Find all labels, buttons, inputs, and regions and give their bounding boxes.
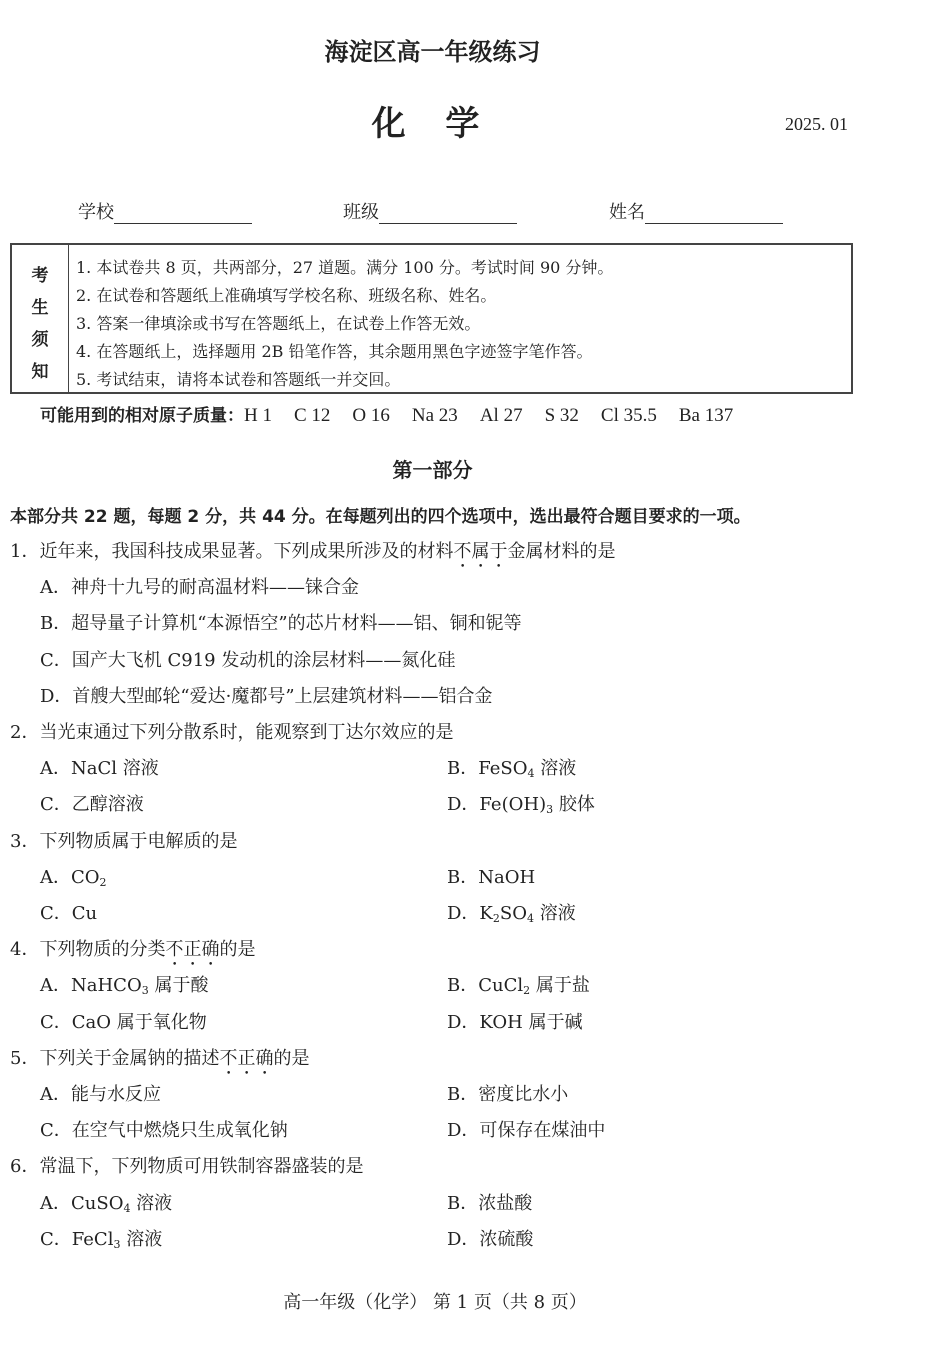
text-segment: 溶液 (120, 1228, 163, 1250)
text-segment: C．Cu (40, 903, 98, 924)
atomic-masses (40, 401, 733, 427)
class-blank (379, 205, 517, 224)
subscript: 2 (492, 912, 500, 925)
text-segment: B．超导量子计算机“本源悟空”的芯片材料——铝、铜和铌等 (40, 613, 522, 635)
answer-option (40, 573, 359, 599)
text-segment: C．FeCl (40, 1228, 114, 1250)
answer-option (447, 1189, 532, 1215)
name-label: 姓名 (609, 202, 645, 223)
text-segment: A．CO (40, 866, 100, 888)
page-footer: 高一年级（化学） 第 1 页（共 8 页） (283, 1292, 587, 1313)
text-segment: D．首艘大型邮轮“爱达·魔都号”上层建筑材料——铝合金 (40, 685, 493, 707)
answer-option (40, 863, 107, 889)
school-field (78, 198, 252, 224)
answer-option (40, 754, 159, 780)
text-segment: 属于酸 (148, 975, 209, 997)
text-segment: 的是 (273, 1047, 310, 1069)
subscript: 3 (113, 1237, 121, 1251)
answer-option (40, 790, 144, 816)
text-segment: 溶液 (534, 758, 577, 780)
text-segment: 金属材料的是 (507, 541, 616, 562)
notice-item: 5. 考试结束，请将本试卷和答题纸一并交回。 (76, 370, 401, 389)
subscript: 3 (141, 984, 149, 998)
atomic-mass: C 12 (293, 405, 331, 426)
school-label: 学校 (78, 202, 114, 223)
atomic-mass: H 1 (244, 405, 272, 426)
notice-item: 2. 在试卷和答题纸上准确填写学校名称、班级名称、姓名。 (76, 286, 497, 305)
text-segment: B．浓盐酸 (447, 1192, 533, 1214)
text-segment: A．NaCl 溶液 (40, 758, 159, 780)
section-instructions: 本部分共 22 题，每题 2 分，共 44 分。在每题列出的四个选项中，选出最符合题目要求的一项。 (10, 507, 751, 527)
text-segment: C．在空气中燃烧只生成氧化钠 (40, 1120, 288, 1142)
text-segment: 6．常温下，下列物质可用铁制容器盛装的是 (10, 1156, 364, 1178)
text-segment: A．能与水反应 (40, 1084, 161, 1105)
answer-option (40, 971, 208, 997)
atomic-mass: Al 27 (479, 405, 523, 426)
text-segment: C．CaO 属于氧化物 (40, 1011, 207, 1033)
question-stem (10, 827, 237, 853)
notice-label-char: 知 (31, 362, 49, 382)
emphasis-text: 不正确 (219, 1047, 274, 1069)
text-segment: D．浓硫酸 (447, 1228, 534, 1250)
answer-option (40, 646, 455, 672)
answer-option (40, 682, 493, 708)
answer-option (447, 899, 576, 925)
atomic-masses-label: 可能用到的相对原子质量： (40, 406, 244, 426)
text-segment: A．神舟十九号的耐高温材料——铼合金 (40, 577, 359, 599)
text-segment: 的是 (219, 939, 256, 961)
atomic-mass: S 32 (544, 405, 579, 426)
text-segment: B．NaOH (447, 866, 536, 888)
text-segment: B．FeSO (447, 758, 528, 780)
text-segment: 1．近年来，我国科技成果显著。下列成果所涉及的材料 (10, 541, 454, 562)
question-stem (10, 537, 615, 572)
text-segment: D．Fe(OH) (447, 794, 547, 816)
text-segment: 溶液 (533, 903, 576, 924)
text-segment: D．K (447, 903, 493, 924)
emphasis-text: 不正确 (165, 939, 220, 961)
atomic-mass: Na 23 (411, 405, 458, 426)
answer-option (447, 754, 576, 780)
answer-option (447, 790, 595, 816)
subscript: 3 (546, 803, 554, 817)
answer-option (447, 1116, 605, 1142)
text-segment: D．可保存在煤油中 (447, 1120, 606, 1142)
text-segment: 属于盐 (530, 975, 590, 997)
text-segment: 4．下列物质的分类 (10, 939, 166, 961)
text-segment: 3．下列物质属于电解质的是 (10, 830, 238, 852)
question-stem (10, 718, 453, 744)
text-segment: A．CuSO (40, 1192, 124, 1214)
answer-option (40, 609, 522, 635)
text-segment: C．乙醇溶液 (40, 794, 144, 816)
name-field (609, 198, 783, 224)
answer-option (40, 1189, 172, 1215)
question-stem (10, 1152, 363, 1178)
atomic-mass: Cl 35.5 (600, 405, 657, 426)
answer-option (447, 1080, 568, 1106)
section-title: 第一部分 (392, 458, 473, 482)
answer-option (40, 1225, 162, 1251)
name-blank (645, 205, 783, 224)
notice-label-char: 须 (31, 330, 49, 350)
answer-option (40, 1008, 207, 1034)
class-label: 班级 (343, 202, 379, 223)
notice-item: 4. 在答题纸上，选择题用 2B 铅笔作答，其余题用黑色字迹签字笔作答。 (76, 342, 593, 361)
question-stem (10, 1044, 309, 1079)
subscript: 4 (526, 912, 534, 925)
answer-option (447, 971, 590, 997)
atomic-mass: Ba 137 (678, 405, 734, 426)
text-segment: B．密度比水小 (447, 1084, 569, 1105)
subject-title: 化 学 (371, 104, 494, 144)
subscript: 2 (523, 984, 531, 998)
text-segment: SO (499, 903, 527, 924)
subscript: 4 (527, 767, 535, 781)
text-segment: 2．当光束通过下列分散系时，能观察到丁达尔效应的是 (10, 722, 454, 743)
class-field (343, 198, 517, 224)
notice-label-char: 生 (31, 298, 49, 318)
atomic-mass: O 16 (352, 405, 390, 426)
text-segment: A．NaHCO (40, 975, 142, 997)
school-blank (114, 205, 252, 224)
question-stem (10, 935, 255, 970)
notice-item: 3. 答案一律填涂或书写在答题纸上，在试卷上作答无效。 (76, 314, 481, 333)
subscript: 4 (123, 1201, 131, 1215)
text-segment: B．CuCl (447, 975, 524, 997)
subscript: 2 (99, 875, 107, 889)
answer-option (447, 863, 535, 889)
text-segment: 5．下列关于金属钠的描述 (10, 1047, 220, 1069)
emphasis-text: 不属于 (453, 541, 508, 562)
answer-option (447, 1008, 583, 1034)
answer-option (40, 899, 97, 925)
candidate-notice-box (10, 243, 853, 394)
notice-item: 1. 本试卷共 8 页，共两部分，27 道题。满分 100 分。考试时间 90 分钟。 (76, 258, 614, 277)
text-segment: D．KOH 属于碱 (447, 1011, 583, 1033)
text-segment: 胶体 (553, 794, 595, 816)
exam-date: 2025. 01 (785, 114, 848, 134)
text-segment: 溶液 (130, 1192, 173, 1214)
notice-label-char: 考 (31, 266, 49, 286)
answer-option (40, 1116, 288, 1142)
answer-option (40, 1080, 161, 1106)
answer-option (447, 1225, 533, 1251)
text-segment: C．国产大飞机 C919 发动机的涂层材料——氮化硅 (40, 649, 456, 671)
notice-label (12, 245, 69, 392)
exam-title: 海淀区高一年级练习 (324, 37, 541, 66)
